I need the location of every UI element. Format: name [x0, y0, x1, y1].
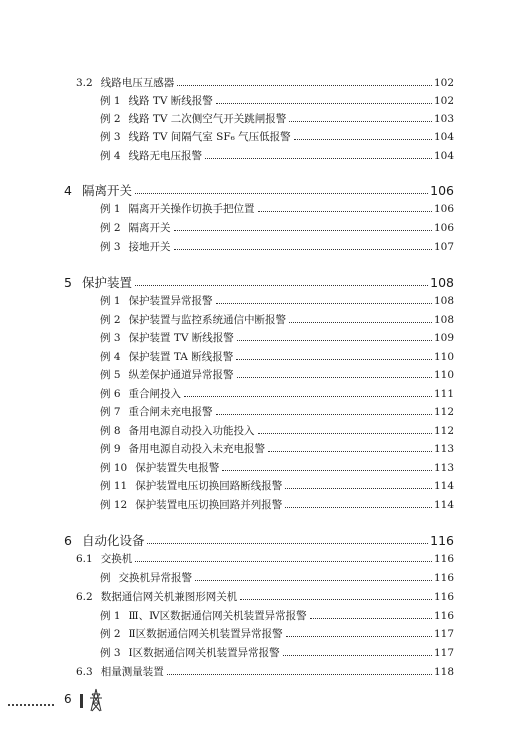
dot-leader — [240, 599, 432, 600]
toc-entry-page: 108 — [430, 275, 454, 290]
toc-entry-number: 5 — [64, 275, 72, 290]
toc-entry-title: 相量测量装置 — [100, 666, 164, 678]
toc-entry-page: 103 — [433, 113, 454, 125]
dot-leader — [216, 303, 432, 304]
toc-entry-title: Ⅰ区数据通信网关机装置异常报警 — [128, 647, 280, 659]
toc-example-row[interactable] — [100, 309, 454, 327]
toc-entry-page: 110 — [433, 351, 454, 363]
toc-entry-number: 例 12 — [100, 499, 128, 511]
toc-entry-number: 例 4 — [100, 351, 121, 363]
toc-entry-title: 保护装置 — [81, 275, 132, 290]
toc-entry-number: 例 2 — [100, 222, 121, 234]
toc-entry-title: 保护装置 TV 断线报警 — [128, 332, 234, 344]
toc-example-row[interactable] — [100, 401, 454, 419]
toc-entry-page: 116 — [433, 572, 454, 584]
toc-entry-page: 116 — [433, 591, 454, 603]
dot-leader — [174, 230, 432, 231]
dot-leader — [294, 139, 432, 140]
toc-entry-page: 111 — [433, 388, 454, 400]
toc-entry-page: 114 — [433, 480, 454, 492]
toc-chapter-row[interactable] — [64, 272, 454, 290]
toc-entry-number: 例 4 — [100, 150, 121, 162]
toc-entry-number: 例 9 — [100, 443, 121, 455]
toc-example-row[interactable] — [100, 346, 454, 364]
toc-entry-page: 117 — [433, 647, 454, 659]
toc-example-row[interactable] — [100, 126, 454, 144]
toc-entry-number: 例 5 — [100, 369, 121, 381]
dot-leader — [289, 322, 432, 323]
toc-entry-number: 6.1 — [76, 553, 93, 565]
footer-bar — [80, 694, 83, 708]
toc-example-row[interactable] — [100, 438, 454, 456]
toc-example-row[interactable] — [100, 145, 454, 163]
dot-leader — [147, 543, 428, 544]
toc-entry-number: 例 3 — [100, 332, 121, 344]
toc-example-row[interactable] — [100, 290, 454, 308]
toc-example-row[interactable] — [100, 605, 454, 623]
dot-leader — [195, 580, 432, 581]
toc-entry-page: 102 — [433, 95, 454, 107]
toc-entry-number: 例 8 — [100, 425, 121, 437]
toc-example-row[interactable] — [100, 623, 454, 641]
toc-entry-page: 112 — [433, 425, 454, 437]
toc-entry-title: 保护装置电压切换回路断线报警 — [135, 480, 283, 492]
toc-entry-title: 隔离开关 — [128, 222, 171, 234]
toc-entry-title: 保护装置电压切换回路并列报警 — [135, 499, 283, 511]
toc-entry-title: 线路 TV 二次侧空气开关跳闸报警 — [128, 113, 287, 125]
toc-entry-page: 114 — [433, 499, 454, 511]
toc-entry-page: 106 — [433, 222, 454, 234]
toc-entry-number: 例 — [100, 572, 111, 584]
dot-leader — [177, 85, 432, 86]
dot-leader — [285, 488, 432, 489]
dot-leader — [216, 103, 432, 104]
toc-entry-number: 例 1 — [100, 295, 121, 307]
toc-section-row[interactable] — [76, 548, 454, 566]
dot-leader — [289, 121, 432, 122]
toc-entry-number: 6.2 — [76, 591, 93, 603]
toc-entry-number: 例 11 — [100, 480, 128, 492]
toc-section-row[interactable] — [76, 586, 454, 604]
toc-entry-page: 106 — [433, 203, 454, 215]
toc-example-row[interactable] — [100, 327, 454, 345]
toc-entry-page: 102 — [433, 77, 454, 89]
toc-entry-page: 104 — [433, 131, 454, 143]
toc-entry-page: 113 — [433, 443, 454, 455]
toc-entry-page: 110 — [433, 369, 454, 381]
dot-leader — [184, 396, 432, 397]
toc-entry-number: 例 1 — [100, 610, 121, 622]
toc-entry-number: 例 2 — [100, 628, 121, 640]
toc-entry-title: Ⅲ、Ⅳ区数据通信网关机装置异常报警 — [128, 610, 307, 622]
toc-entry-number: 例 3 — [100, 647, 121, 659]
toc-entry-title: 重合闸未充电报警 — [128, 406, 213, 418]
toc-entry-number: 例 1 — [100, 203, 121, 215]
page-number: 6 — [64, 692, 72, 706]
toc-entry-number: 例 2 — [100, 314, 121, 326]
toc-entry-page: 118 — [433, 666, 454, 678]
toc-entry-page: 108 — [433, 295, 454, 307]
toc-entry-number: 4 — [64, 183, 72, 198]
toc-entry-number: 例 1 — [100, 95, 121, 107]
toc-example-row[interactable] — [100, 383, 454, 401]
toc-section-row[interactable] — [76, 72, 454, 90]
toc-entry-page: 104 — [433, 150, 454, 162]
toc-example-row[interactable] — [100, 108, 454, 126]
dot-leader — [283, 655, 432, 656]
toc-chapter-row[interactable] — [64, 180, 454, 198]
toc-entry-page: 108 — [433, 314, 454, 326]
toc-example-row[interactable] — [100, 475, 454, 493]
toc-entry-number: 例 3 — [100, 131, 121, 143]
toc-entry-title: 纵差保护通道异常报警 — [128, 369, 234, 381]
dot-leader — [135, 285, 428, 286]
dot-leader — [222, 470, 432, 471]
dot-leader — [285, 507, 432, 508]
toc-entry-page: 109 — [433, 332, 454, 344]
dot-leader — [135, 193, 428, 194]
toc-entry-page: 117 — [433, 628, 454, 640]
dot-leader — [236, 359, 432, 360]
toc-entry-title: 隔离开关操作切换手把位置 — [128, 203, 255, 215]
toc-entry-title: 备用电源自动投入未充电报警 — [128, 443, 266, 455]
dot-leader — [258, 433, 432, 434]
toc-example-row[interactable] — [100, 457, 454, 475]
dot-leader — [237, 377, 432, 378]
toc-example-row[interactable] — [100, 198, 454, 216]
page-footer — [0, 688, 529, 718]
toc-entry-number: 6.3 — [76, 666, 93, 678]
dot-leader — [310, 618, 432, 619]
transmission-tower-icon — [88, 688, 104, 712]
dot-leader — [135, 561, 432, 562]
dot-leader — [286, 636, 432, 637]
toc-chapter-row[interactable] — [64, 530, 454, 548]
dot-leader — [268, 451, 432, 452]
toc-entry-title: 交换机异常报警 — [118, 572, 192, 584]
dot-leader — [205, 158, 432, 159]
toc-entry-title: 隔离开关 — [81, 183, 132, 198]
dot-leader — [237, 340, 432, 341]
toc-entry-title: 保护装置异常报警 — [128, 295, 213, 307]
dot-leader — [174, 249, 432, 250]
toc-entry-number: 3.2 — [76, 77, 93, 89]
toc-entry-title: 保护装置失电报警 — [135, 462, 220, 474]
toc-example-row[interactable] — [100, 642, 454, 660]
toc-entry-title: 数据通信网关机兼图形网关机 — [100, 591, 238, 603]
toc-entry-page: 107 — [433, 241, 454, 253]
toc-entry-title: Ⅱ区数据通信网关机装置异常报警 — [128, 628, 283, 640]
dot-leader — [167, 674, 432, 675]
toc-entry-number: 例 6 — [100, 388, 121, 400]
toc-entry-number: 例 7 — [100, 406, 121, 418]
toc-entry-title: 线路无电压报警 — [128, 150, 203, 162]
toc-example-row[interactable] — [100, 494, 454, 512]
toc-entry-page: 116 — [433, 553, 454, 565]
toc-entry-page: 112 — [433, 406, 454, 418]
toc-example-row[interactable] — [100, 90, 454, 108]
toc-entry-page: 116 — [430, 533, 454, 548]
footer-dotted-rule — [8, 704, 54, 706]
toc-example-row[interactable] — [100, 567, 454, 585]
toc-entry-page: 106 — [430, 183, 454, 198]
toc-entry-number: 例 10 — [100, 462, 128, 474]
toc-example-row[interactable] — [100, 420, 454, 438]
toc-entry-title: 自动化设备 — [81, 533, 145, 548]
toc-entry-title: 交换机 — [100, 553, 133, 565]
toc-example-row[interactable] — [100, 217, 454, 235]
toc-entry-page: 113 — [433, 462, 454, 474]
toc-section-row[interactable] — [76, 661, 454, 679]
toc-entry-number: 例 3 — [100, 241, 121, 253]
toc-entry-number: 6 — [64, 533, 72, 548]
toc-entry-title: 线路电压互感器 — [100, 77, 175, 89]
toc-example-row[interactable] — [100, 364, 454, 382]
toc-example-row[interactable] — [100, 236, 454, 254]
toc-entry-title: 备用电源自动投入功能投入 — [128, 425, 255, 437]
dot-leader — [258, 211, 432, 212]
dot-leader — [216, 414, 432, 415]
toc-entry-number: 例 2 — [100, 113, 121, 125]
toc-entry-title: 保护装置与监控系统通信中断报警 — [128, 314, 287, 326]
toc-entry-title: 重合闸投入 — [128, 388, 182, 400]
toc-entry-title: 接地开关 — [128, 241, 171, 253]
toc-entry-page: 116 — [433, 610, 454, 622]
toc-entry-title: 线路 TV 断线报警 — [128, 95, 213, 107]
toc-entry-title: 保护装置 TA 断线报警 — [128, 351, 234, 363]
toc-entry-title: 线路 TV 间隔气室 SF₆ 气压低报警 — [128, 131, 291, 143]
